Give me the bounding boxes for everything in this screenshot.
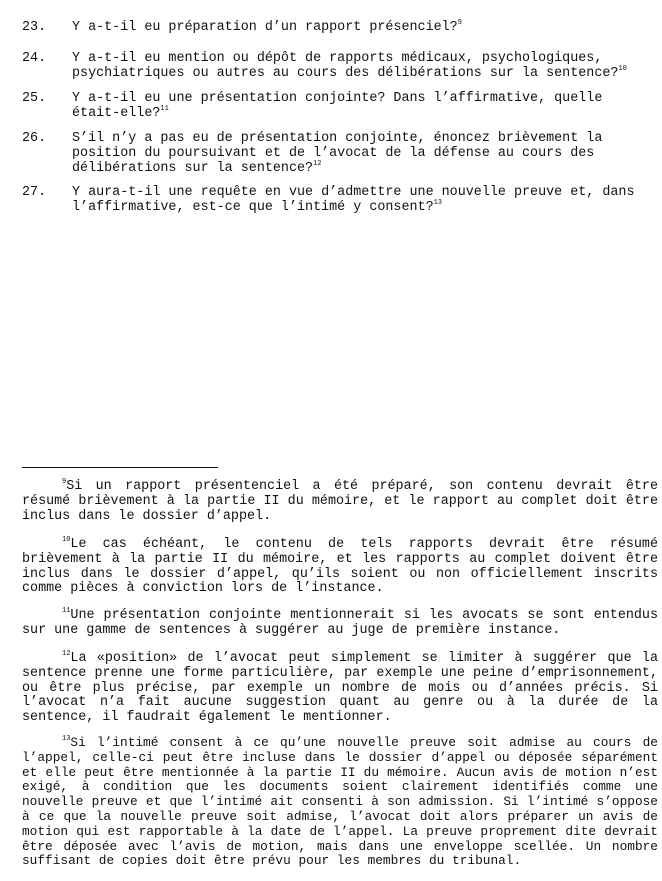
question-text: Y a-t-il eu mention ou dépôt de rapports médicaux, psychologiques, psychiatriques ou autres au cours des délibérations sur la sentence?$^{10}$ — [72, 51, 627, 81]
footnote-mark: 11 — [62, 607, 71, 615]
question-text: S’il n’y a pas eu de présentation conjointe, énoncez brièvement la position du poursuivant et de l’avocat de la défense au cours des délibérations sur la sentence?$^{12}$ — [72, 131, 603, 176]
question-number: 24. — [22, 51, 47, 66]
footnote-text: Si l’intimé consent à ce qu’une nouvelle preuve soit admise au cours de l’appel, celle-ci peut être incluse dans le dossier d’appel ou déposée séparément et elle peut être mentionnée à la partie II du mémoire. Aucun avis de motion n’est exigé, à condition que les documents soient clairement identifiés comme une nouvelle preuve et que l’intimé ait consenti à son admission. Si l’intimé s’oppose à ce que la nouvelle preuve soit admise, l’avocat doit alors préparer un avis de motion qui est rapportable à la date de l’appel. La preuve proprement dite devrait être déposée avec l’avis de motion, mais dans une enveloppe scellée. Un nombre suffisant de copies doit être prévu pour les membres du tribunal. — [22, 735, 658, 869]
footnote-mark: 10 — [62, 536, 71, 544]
footnote-text: La «position» de l’avocat peut simplement se limiter à suggérer que la sentence prenne une forme particulière, par exemple une peine d’emprisonnement, ou être plus précise, par exemple un nombre de mois ou d’années précis. Si l’avocat n’a fait aucune suggestion quant au genre ou à la durée de la sentence, il faudrait également le mentionner. — [22, 651, 658, 726]
question-text: Y aura-t-il une requête en vue d’admettre une nouvelle preuve et, dans l’affirmative, est-ce que l’intimé y consent?$^{13}$ — [72, 185, 635, 215]
footnote-11 — [22, 609, 658, 639]
footnote-9 — [22, 480, 658, 524]
question-number: 23. — [22, 20, 47, 35]
footnote-separator — [22, 467, 218, 468]
question-number: 25. — [22, 91, 47, 106]
question-24 — [22, 51, 650, 81]
question-27 — [22, 185, 650, 215]
question-26 — [22, 131, 650, 176]
question-25 — [22, 91, 650, 121]
footnote-mark: 9 — [62, 478, 67, 486]
footnote-ref: 9 — [457, 19, 462, 27]
footnote-text: Le cas échéant, le contenu de tels rapports devrait être résumé brièvement à la partie II du mémoire, et les rapports au complet doivent être inclus dans le dossier d’appel, qu’ils soient ou non officiellement inscrits comme pièces à conviction lors de l’instance. — [22, 537, 658, 597]
footnote-ref: 13 — [433, 199, 443, 207]
footnote-ref: 12 — [313, 160, 322, 168]
footnote-ref: 11 — [160, 105, 169, 113]
footnote-mark: 12 — [62, 650, 71, 658]
question-number: 26. — [22, 131, 47, 146]
question-text: Y a-t-il eu préparation d’un rapport présenciel?$^9$ — [72, 19, 462, 35]
footnote-13 — [22, 736, 658, 869]
question-text: Y a-t-il eu une présentation conjointe? Dans l’affirmative, quelle était-elle?$^{11}$ — [72, 91, 603, 121]
question-23 — [22, 20, 650, 35]
footnote-text: Si un rapport présentenciel a été préparé, son contenu devrait être résumé brièvement à la partie II du mémoire, et le rapport au complet doit être inclus dans le dossier d’appel. — [22, 479, 658, 524]
footnote-12 — [22, 652, 658, 726]
footnote-mark: 13 — [62, 735, 71, 743]
footnote-text: Une présentation conjointe mentionnerait si les avocats se sont entendus sur une gamme de sentences à suggérer au juge de première instance. — [22, 608, 658, 638]
footnote-10 — [22, 538, 658, 597]
question-number: 27. — [22, 185, 47, 200]
footnote-ref: 10 — [618, 65, 627, 73]
